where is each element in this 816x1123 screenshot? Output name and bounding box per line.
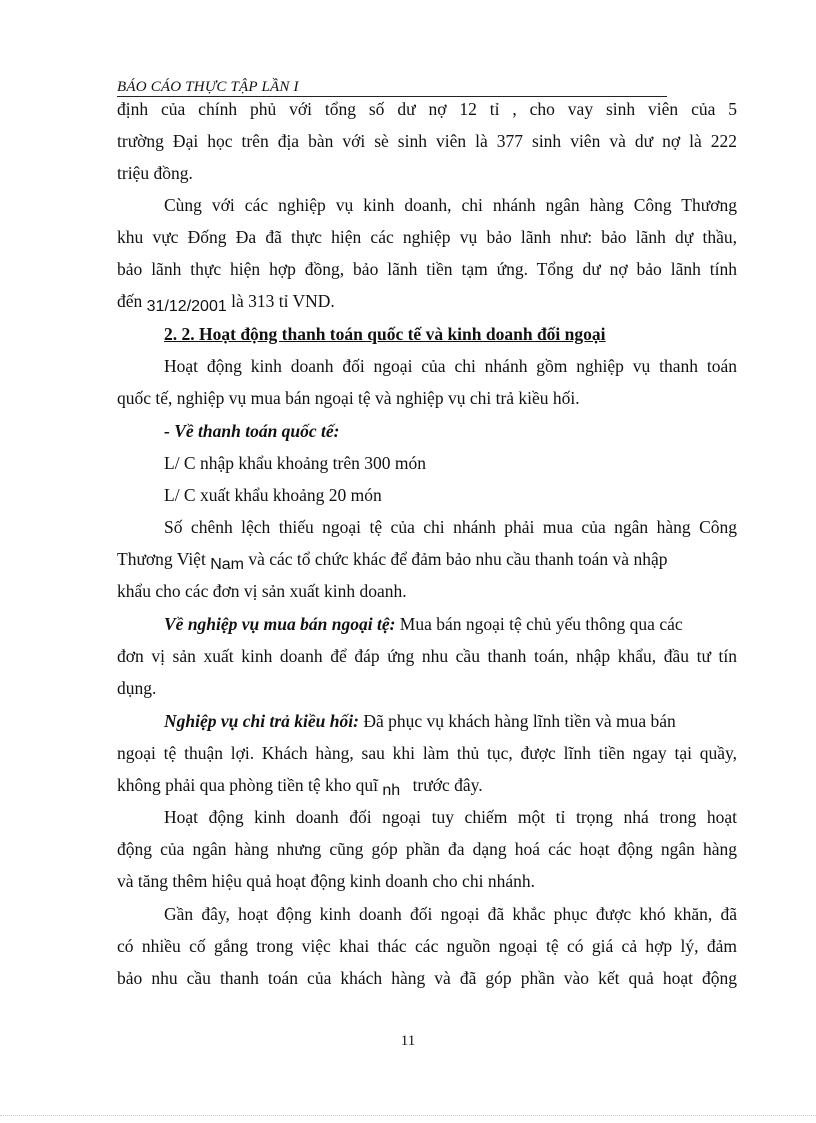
sub-heading: - Về thanh toán quốc tế: (164, 421, 340, 441)
body-line: Hoạt động kinh doanh đối ngoại của chi nhánh gồm nghiệp vụ thanh toán (164, 356, 737, 376)
page-number: 11 (400, 1033, 416, 1049)
body-line: dụng. (117, 678, 157, 698)
body-text: Thương Việt (117, 549, 206, 569)
body-text: và các tổ chức khác để đảm bảo nhu cầu thanh toán và nhập (248, 549, 668, 569)
body-line: Hoạt động kinh doanh đối ngoại tuy chiếm một tỉ trọng nhá trong hoạt (164, 807, 737, 827)
body-text: Mua bán ngoại tệ chủ yếu thông qua các (399, 614, 683, 634)
body-line: bảo lãnh thực hiện hợp đồng, bảo lãnh tiền tạm ứng. Tổng dư nợ bảo lãnh tính (117, 259, 737, 279)
body-line: khu vực Đống Đa đã thực hiện các nghiệp vụ bảo lãnh như: bảo lãnh dự thầu, (117, 227, 737, 247)
page-bottom-divider (0, 1115, 816, 1116)
body-line: có nhiều cố gắng trong việc khai thác các nguồn ngoại tệ có giá cả hợp lý, đảm (117, 936, 737, 956)
body-line (117, 710, 737, 732)
list-item: L/ C xuất khẩu khoảng 20 món (164, 485, 382, 505)
body-line: đơn vị sản xuất kinh doanh để đáp ứng nhu cầu thanh toán, nhập khẩu, đầu tư tín (117, 646, 737, 666)
body-line: ngoại tệ thuận lợi. Khách hàng, sau khi làm thủ tục, được lĩnh tiền ngay tại quầy, (117, 743, 737, 763)
body-line (117, 548, 737, 572)
body-line: và tăng thêm hiệu quả hoạt động kinh doanh cho chi nhánh. (117, 871, 535, 891)
body-line: Số chênh lệch thiếu ngoại tệ của chi nhánh phải mua của ngân hàng Công (164, 517, 737, 537)
list-item: L/ C nhập khẩu khoảng trên 300 món (164, 453, 426, 473)
body-line: Gần đây, hoạt động kinh doanh đối ngoại đã khắc phục được khó khăn, đã (164, 904, 737, 924)
body-line: định của chính phủ với tổng số dư nợ 12 tỉ , cho vay sinh viên của 5 (117, 99, 737, 119)
paragraph-label: Về nghiệp vụ mua bán ngoại tệ: (164, 614, 396, 634)
body-line: khẩu cho các đơn vị sản xuất kinh doanh. (117, 581, 407, 601)
body-line: Cùng với các nghiệp vụ kinh doanh, chi nhánh ngân hàng Công Thương (164, 195, 737, 215)
section-heading: 2. 2. Hoạt động thanh toán quốc tế và kinh doanh đối ngoại (164, 324, 606, 344)
body-line (117, 290, 737, 314)
body-line: quốc tế, nghiệp vụ mua bán ngoại tệ và nghiệp vụ chi trả kiều hối. (117, 388, 580, 408)
body-line: động của ngân hàng nhưng cũng góp phần đa dạng hoá các hoạt động ngân hàng (117, 839, 737, 859)
abbreviation: nh (382, 782, 401, 799)
body-text: không phải qua phòng tiền tệ kho quĩ (117, 775, 379, 795)
body-line (117, 774, 737, 798)
date-value: 31/12/2001 (146, 298, 227, 315)
body-text: đến (117, 291, 143, 311)
body-text: là 313 tỉ VND. (231, 291, 335, 311)
country-name: Nam (210, 556, 244, 573)
body-line (117, 613, 737, 635)
body-text: trước đây. (412, 775, 483, 795)
body-line: bảo nhu cầu thanh toán của khách hàng và đã góp phần vào kết quả hoạt động (117, 968, 737, 988)
body-line: trường Đại học trên địa bàn với sè sinh viên là 377 sinh viên và dư nợ là 222 (117, 131, 737, 151)
body-line: triệu đồng. (117, 163, 193, 183)
report-header: BÁO CÁO THỰC TẬP LẦN I (117, 78, 667, 97)
body-text: Đã phục vụ khách hàng lĩnh tiền và mua bán (363, 711, 676, 731)
paragraph-label: Nghiệp vụ chi trả kiều hối: (164, 711, 359, 731)
